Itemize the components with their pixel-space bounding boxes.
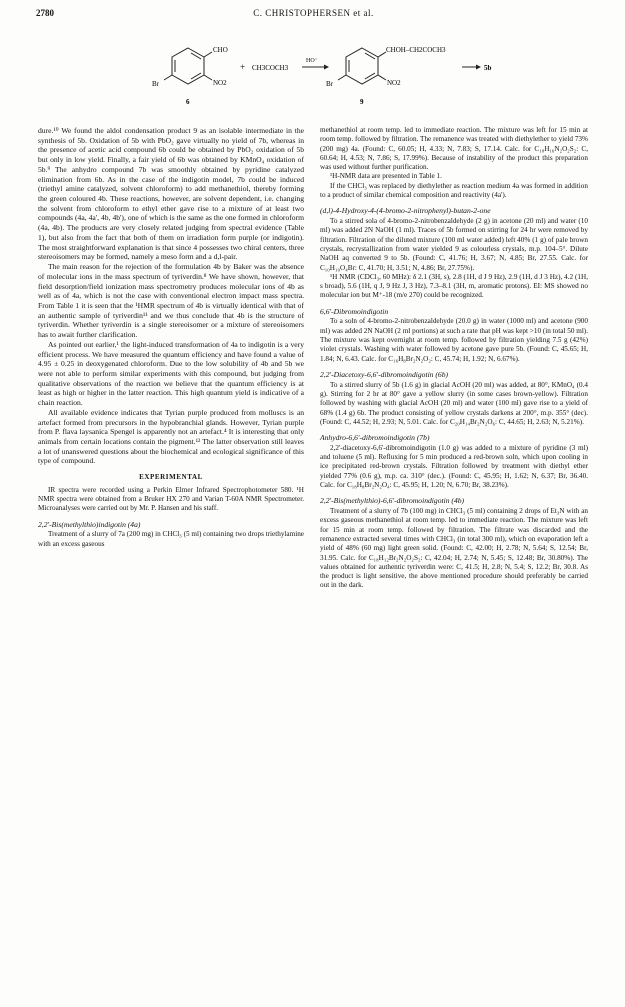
reaction-scheme — [140, 26, 500, 122]
experimental-intro: IR spectra were recorded using a Perkin Elmer Infrared Spectrophotometer 580. ¹H NMR spectra were obtained from a Bruker HX 270 and Varian T-60A NMR Spectrometer. Microanalyses were carried out by Mr. P. Hansen and his staff. — [38, 485, 304, 513]
section-title-butanone: (d,l)-4-Hydroxy-4-(4-bromo-2-nitrophenyl)-butan-2-one — [320, 206, 491, 216]
left-column — [38, 126, 304, 549]
final-product-label: 5b — [484, 64, 492, 72]
left-paragraph-4: All available evidence indicates that Tyrian purple produced from molluscs is an artefact formed from precursors in the hypobranchial glands. However, Tyrian purple from P. flava laysanica Spengel is apparently not an artefact.⁴ It is interesting that only animals from certain locations contain the pigment.¹² The latter observation still leaves a lot of unanswered questions about the biochemical and ecological significance of this type of compound. — [38, 407, 304, 466]
right-column — [320, 126, 588, 591]
section-title-4b: 2,2'-Bis(methylthio)-6,6'-dibromoindigotin (4b) — [320, 496, 465, 506]
reagent-label: CH3COCH3 — [252, 64, 289, 72]
br-label: Br — [152, 80, 159, 88]
right-paragraph-2: ¹H-NMR data are presented in Table 1. — [330, 172, 442, 181]
running-head: C. CHRISTOPHERSEN et al. — [253, 8, 374, 18]
section-text-4a: Treatment of a slurry of 7a (200 mg) in CHCl₃ (5 ml) containing two drops triethylamine with an excess gaseous — [38, 530, 304, 548]
arrow-label: HO⁻ — [306, 58, 318, 64]
section-text-butanone: To a stirred sola of 4-bromo-2-nitrobenzaldehyde (2 g) in acetone (20 ml) and water (10 ml) was added 2N NaOH (1 ml). Traces of 5b formed on stirring for 24 hr were removed by filtration. Filtration of the diluted mixture (100 ml water added) left 40% (1 g) of pale brown crystals, recrystallization from water yielded 9 as colourless crystals, m.p. 104–5°. Dilute NaOH aq converted 9 to 5b. (Found: C, 41.76; H, 3.67; N, 4.85; Br, 27.55. Calc. for C₁₀H₁₀O₄Br: C, 41.70; H, 3.51; N, 4.86; Br, 27.75%). — [320, 217, 588, 272]
compound-9-label: 9 — [360, 98, 364, 106]
arrowhead-2 — [476, 65, 481, 70]
section-text-6b: To a stirred slurry of 5b (1.6 g) in glacial AcOH (20 ml) was added, at 80°, KMnO₄ (0.4 g). Stirring for 2 hr at 80° gave a yellow slurry (in some cases brown-yellow). Filtration followed by washing with glacial AcOH (20 ml) and water (100 ml) gave rise to a yield of 68% (1.4 g) 6b. The product consisting of yellow crystals darkens at 200°, m.p. 355° (dec). (Found: C, 44.52; H, 2.93; N, 5.01. Calc. for C₂₀H₁₄Br₂N₂O₆: C, 44.65; H, 2.63; N, 5.21%). — [320, 380, 588, 426]
left-paragraph-1: dure.¹⁰ We found the aldol condensation product 9 as an isolable intermediate in the synthesis of 5b. Oxidation of 5b with PbO₂ gave virtually no yield of 7b, whereas in the presence of acetic acid compound 6b could be obtained by PbO₂ oxidation of 5b but only in low yield. Finally, a fair yield of 6b was obtained by KMnO₄ oxidation of 5b.⁹ The anhydro compound 7b was smoothly obtained by pyridine catalyzed elimination from 6b. As in the case of the indigotin model, 7b could be induced (triethyl amine catalyzed, solvent chloroform) to add methanethiol, thereby forming the green coloured 4b. These reactions, however, are solvent dependent, i.e. changing the solvent from chloroform to ethyl ether gave rise to a mixture of at least two compounds (4a, 4a', 4b, 4b'), one of which is the same as the one formed in chloroform (4a, 4b). The products are very closely related judging from spectral evidence (Table 1), but also from the fact that both of them on irradiation form purple (or indigotin). The most straightforward explanation is that since 4 possesses two chiral centers, three stereoisomers may be formed, namely a meso form and a d,l-pair. — [38, 126, 304, 262]
section-text-7b: 2,2'-diacetoxy-6,6'-dibromoindigotin (1.0 g) was added to a mixture of pyridine (3 ml) and toluene (5 ml). Refluxing for 5 min produced a red-brown soln, which upon cooling in ice precipitated red-brown crystals. Filtration followed by treatment with diethyl ether yielded 77% (0.6 g), m.p. ca. 310° (dec.). (Found: C, 45.95; H, 1.62; N, 6.37; Br, 36.40. Calc. for C₁₈H₈Br₂N₂O₄: C, 45.95; H, 1.20; N, 6.70; Br, 38.23%). — [320, 443, 588, 490]
plus-sign: + — [240, 62, 246, 72]
benzene-ring-right — [338, 48, 386, 84]
section-nmr-butanone: ¹H NMR (CDCl₃, 60 MHz): δ 2.1 (3H, s), 2.8 (1H, d J 9 Hz), 2.9 (1H, d J 3 Hz), 4.2 (1H, s broad), 5.6 (1H, q J, 9 Hz J, 3 Hz), 7.3–8.1 (3H, m, aromatic protons). EI: MS showed no molecular ion but M⁺-18 (m/e 270) could be recognized. — [320, 272, 588, 300]
br-label-right: Br — [326, 80, 333, 88]
arrowhead-1 — [324, 65, 329, 70]
product-chain-label: CHOH–CH2COCH3 — [386, 46, 446, 54]
cho-label: CHO — [213, 46, 228, 54]
page-number: 2780 — [36, 8, 54, 18]
left-paragraph-2: The main reason for the rejection of the formulation 4b by Baker was the absence of molecular ions in the mass spectrum of tyriverdin.⁸ We have shown, however, that field desorption/field ionization mass spectrometry produces molecular ions of 4b as well as of 4a, which is not the case with conventional electron impact mass spectra. From Table 1 it is seen that the ¹HMR spectrum of 4b is virtually identical with that of an authentic sample of tyriverdin¹¹ and we thus conclude that 4b is the structure of tyriverdin. Whether tyriverdin is a single stereoisomer or a mixture of stereoisomers has to await further clarification. — [38, 262, 304, 340]
no2-label-right: NO2 — [387, 79, 401, 87]
compound-6-label: 6 — [186, 98, 190, 106]
section-text-dibromoindigotin: To a soln of 4-bromo-2-nitrobenzaldehyde (20.0 g) in water (1000 ml) and acetone (900 ml) was added 2N NaOH (2 ml portions) at such a rate that pH was kept >10 (in total 50 ml). The mixture was kept overnight at room temp. followed by filtration yielding 7.5 g (42%) violet crystals. Washing with water followed by acetone gave pure 5b. (Found: C, 45.65; H, 1.84; N, 6.43. Calc. for C₁₆H₈Br₂N₂O₂: C, 45.74; H, 1.92; N, 6.67%). — [320, 317, 588, 363]
section-title-7b: Anhydro-6,6'-dibromoindigotin (7b) — [320, 433, 430, 443]
section-title-4a: 2,2'-Bis(methylthio)indigotin (4a) — [38, 519, 141, 529]
no2-label: NO2 — [213, 79, 227, 87]
right-paragraph-1: methanethiol at room temp. led to immediate reaction. The mixture was left for 15 min at room temp. followed by filtration. The remanence was treated with diethylether to yield 73% (200 mg) 4a. (Found: C, 60.05; H, 4.33; N, 7.83; S, 17.14. Calc. for C₁₈H₁₆N₂O₂S₂: C, 60.64; H, 4.53; N, 7.86; S, 17.99%). Because of instability of the product this preparation was used without further purification. — [320, 126, 588, 172]
benzene-ring-left — [164, 48, 212, 84]
section-text-4b: Treatment of a slurry of 7b (100 mg) in CHCl₃ (5 ml) containing 2 drops of Et₃N with an excess gaseous methanethiol at room temp. led to immediate reaction. The mixture was left for 15 min at room temp. followed by filtration. The filtrate was discarded and the remanence extracted several times with CHCl₃ (in total 300 ml), which on evaporation left a yield of 48% (60 mg) light green solid. (Found: C, 42.00; H, 2.78; N, 5.64; S, 12.54; Br, 31.95. Calc. for C₁₈H₁₂Br₂N₂O₂S₂: C, 42.04; H, 2.74; N, 5.45; S, 12.48; Br, 30.80%). The values obtained for authentic tyriverdin were: C, 41.5; H, 2.8; N, 5.4; S, 12.2; Br, 30.8. As the product is light sensitive, the above mentioned procedure should preferably be carried out in the dark. — [320, 507, 588, 590]
experimental-heading: EXPERIMENTAL — [139, 473, 203, 482]
section-title-6b: 2,2'-Diacetoxy-6,6'-dibromoindigotin (6b) — [320, 369, 449, 379]
left-paragraph-3: As pointed out earlier,¹ the light-induced transformation of 4a to indigotin is a very efficient process. We have measured the quantum efficiency and have found a value of 4.95 ± 0.25 in deoxygenated chloroform. Due to the low solubility of 4b and 5b we were not able to perform similar experiments with this compound, but judging from qualitative observations of the reaction we believe that the quantum efficiency is at least as high or higher in the latter reaction. This high quantum yield is indicative of a chain reaction. — [38, 339, 304, 408]
right-paragraph-3: If the CHCl₃ was replaced by diethylether as reaction medium 4a was formed in addition to a product of similar chemical composition and reactivity (4a'). — [320, 181, 588, 200]
page-header — [36, 8, 591, 22]
section-title-dibromoindigotin: 6,6'-Dibromoindigotin — [320, 306, 389, 316]
